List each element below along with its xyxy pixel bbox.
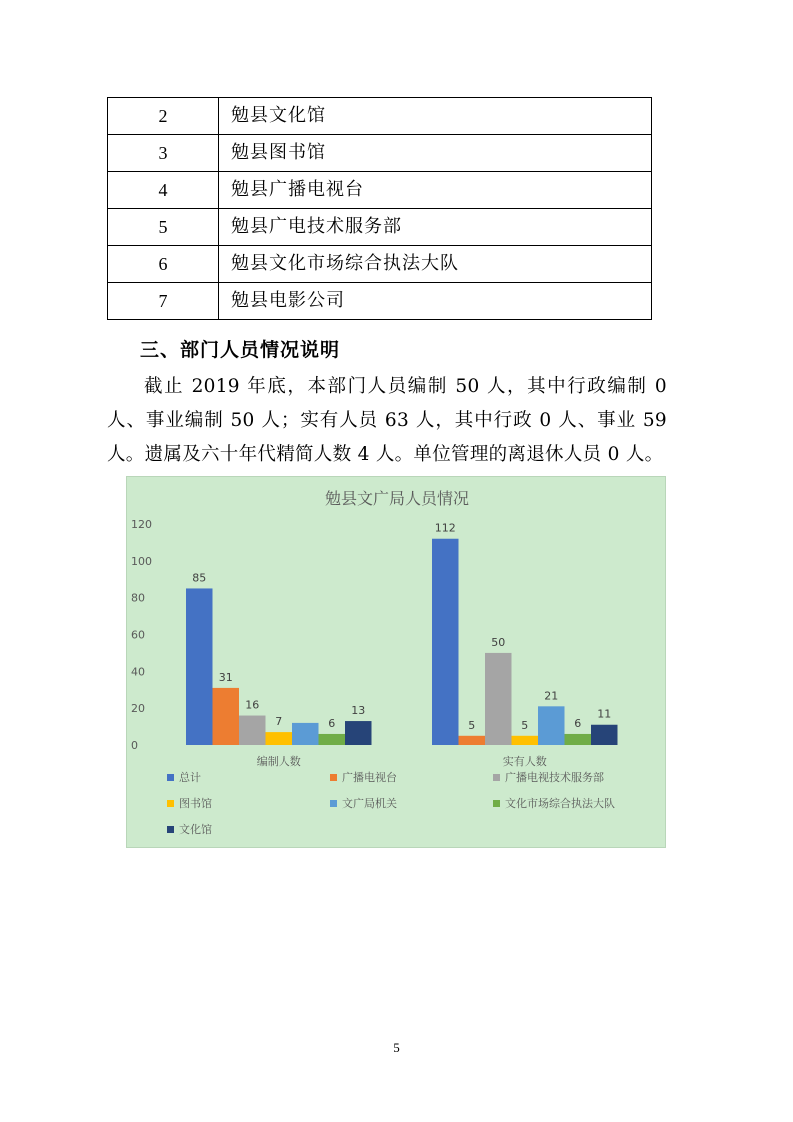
staff-paragraph: 截止 2019 年底，本部门人员编制 50 人，其中行政编制 0 人、事业编制 50 人；实有人员 63 人，其中行政 0 人、事业 59 人。遗属及六十年代精简人数 4 人。单位管理的离退休人员 0 人。 [107, 376, 667, 465]
bar [591, 725, 618, 745]
y-tick-label: 40 [131, 665, 145, 679]
bar-data-label: 50 [491, 635, 506, 649]
legend-label: 广播电视台 [342, 771, 397, 784]
legend-label: 文化市场综合执法大队 [505, 797, 615, 810]
row-number: 7 [108, 283, 219, 320]
legend-swatch [330, 800, 337, 807]
legend-swatch [493, 774, 500, 781]
bar-data-label: 31 [218, 670, 233, 684]
unit-table [107, 97, 652, 320]
unit-name: 勉县图书馆 [219, 135, 652, 172]
legend-item [493, 795, 615, 811]
bar [432, 539, 459, 745]
bar-data-label: 13 [351, 704, 366, 718]
bar [345, 721, 372, 745]
y-tick-label: 60 [131, 628, 145, 642]
legend-item [330, 769, 397, 785]
table-row [108, 135, 652, 172]
unit-name: 勉县广电技术服务部 [219, 209, 652, 246]
bar [292, 723, 319, 745]
bar-data-label: 7 [275, 715, 283, 729]
table-row [108, 172, 652, 209]
row-number: 3 [108, 135, 219, 172]
row-number: 2 [108, 98, 219, 135]
legend-label: 总计 [179, 771, 201, 784]
page-number: 5 [393, 1040, 400, 1055]
table-row [108, 283, 652, 320]
table-row [108, 246, 652, 283]
bar [538, 706, 565, 745]
bar-data-label: 5 [521, 718, 529, 732]
category-label: 实有人数 [502, 755, 547, 768]
bar [239, 716, 266, 745]
legend-swatch [167, 826, 174, 833]
bar [565, 734, 592, 745]
legend-label: 广播电视技术服务部 [505, 771, 604, 784]
row-number: 5 [108, 209, 219, 246]
bar [512, 736, 539, 745]
bar [319, 734, 346, 745]
y-tick-label: 20 [131, 702, 145, 716]
table-row [108, 98, 652, 135]
legend-swatch [330, 774, 337, 781]
legend-item [167, 821, 212, 837]
chart-canvas [127, 477, 667, 849]
bar-data-label: 5 [468, 718, 476, 732]
bar-data-label: 6 [328, 716, 336, 730]
bar-data-label: 85 [192, 571, 207, 585]
bar [485, 653, 512, 745]
legend-item [493, 769, 604, 785]
legend-label: 文化馆 [179, 823, 212, 836]
legend-label: 文广局机关 [342, 797, 397, 810]
bar [213, 688, 240, 745]
unit-name: 勉县文化馆 [219, 98, 652, 135]
bar-data-label: 112 [434, 521, 456, 535]
bar-data-label: 11 [597, 707, 612, 721]
unit-name: 勉县文化市场综合执法大队 [219, 246, 652, 283]
table-row [108, 209, 652, 246]
staff-chart [126, 476, 666, 848]
legend-swatch [493, 800, 500, 807]
y-tick-label: 120 [131, 518, 152, 531]
legend-label: 图书馆 [179, 797, 212, 810]
bar [186, 588, 213, 745]
legend-item [330, 795, 397, 811]
row-number: 4 [108, 172, 219, 209]
bar-data-label: 16 [245, 698, 260, 712]
legend-item [167, 795, 212, 811]
bar-data-label: 21 [544, 689, 559, 703]
y-tick-label: 100 [131, 554, 152, 568]
y-tick-label: 80 [131, 591, 145, 605]
category-label: 编制人数 [256, 755, 301, 768]
bar [459, 736, 486, 745]
section-heading: 三、部门人员情况说明 [140, 339, 341, 361]
bar-data-label: 6 [574, 716, 582, 730]
legend-swatch [167, 800, 174, 807]
unit-name: 勉县广播电视台 [219, 172, 652, 209]
unit-name: 勉县电影公司 [219, 283, 652, 320]
legend-item [167, 769, 201, 785]
chart-title: 勉县文广局人员情况 [324, 489, 470, 508]
y-tick-label: 0 [131, 739, 138, 752]
bar [266, 732, 293, 745]
legend-swatch [167, 774, 174, 781]
row-number: 6 [108, 246, 219, 283]
